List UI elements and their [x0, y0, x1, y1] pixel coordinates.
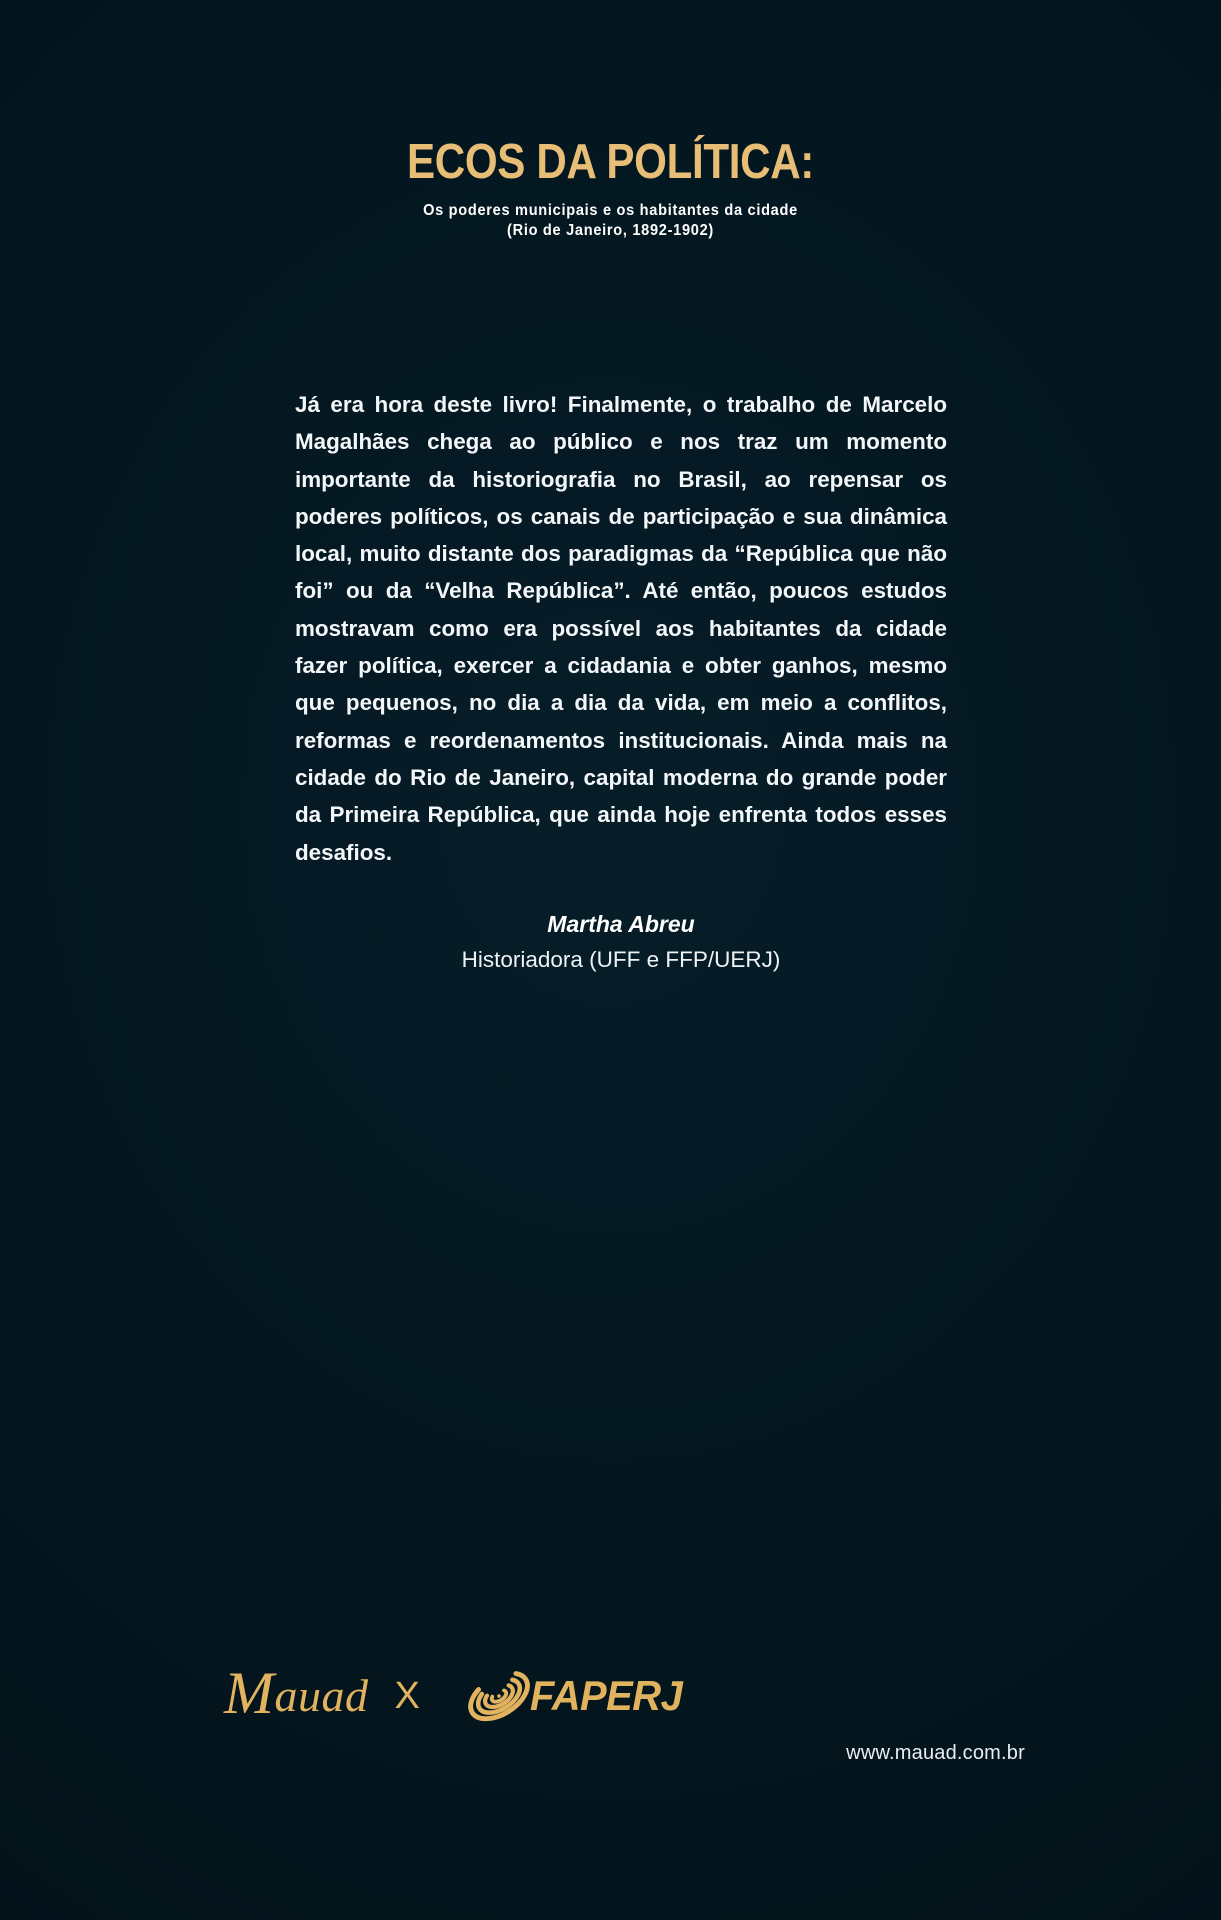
title-block	[0, 135, 1221, 241]
mauad-logo-initial: M	[224, 1660, 275, 1726]
faperj-logo	[464, 1668, 690, 1724]
attribution-author-name: Martha Abreu	[547, 910, 695, 937]
mauad-x-imprint-mark: X	[394, 1675, 420, 1717]
mauad-publisher-logo	[224, 1660, 369, 1726]
mauad-logo-rest: auad	[274, 1670, 369, 1721]
attribution-author-role: Historiadora (UFF e FFP/UERJ)	[461, 947, 781, 973]
blurb-attribution	[295, 907, 947, 977]
faperj-spiral-icon	[464, 1668, 534, 1724]
subtitle-line-one: Os poderes municipais e os habitantes da cidade	[423, 202, 798, 219]
blurb-section	[295, 386, 947, 977]
blurb-text: Já era hora deste livro! Finalmente, o trabalho de Marcelo Magalhães chega ao público e nos traz um momento importante da historiografia no Brasil, ao repensar os poderes políticos, os canais de participação e sua dinâmica local, muito distante dos paradigmas da “República que não foi” ou da “Velha República”. Até então, poucos estudos mostravam como era possível aos habitantes da cidade fazer política, exercer a cidadania e obter ganhos, mesmo que pequenos, no dia a dia da vida, em meio a conflitos, reformas e reordenamentos institucionais. Ainda mais na cidade do Rio de Janeiro, capital moderna do grande poder da Primeira República, que ainda hoje enfrenta todos esses desafios.	[295, 392, 947, 865]
footer-logo-row	[224, 1660, 690, 1726]
faperj-wordmark: FAPERJ	[529, 1672, 683, 1719]
page-title: ECOS DA POLÍTICA:	[407, 135, 814, 189]
subtitle-line-two: (Rio de Janeiro, 1892-1902)	[507, 221, 714, 239]
publisher-website-url[interactable]: www.mauad.com.br	[846, 1742, 1025, 1764]
